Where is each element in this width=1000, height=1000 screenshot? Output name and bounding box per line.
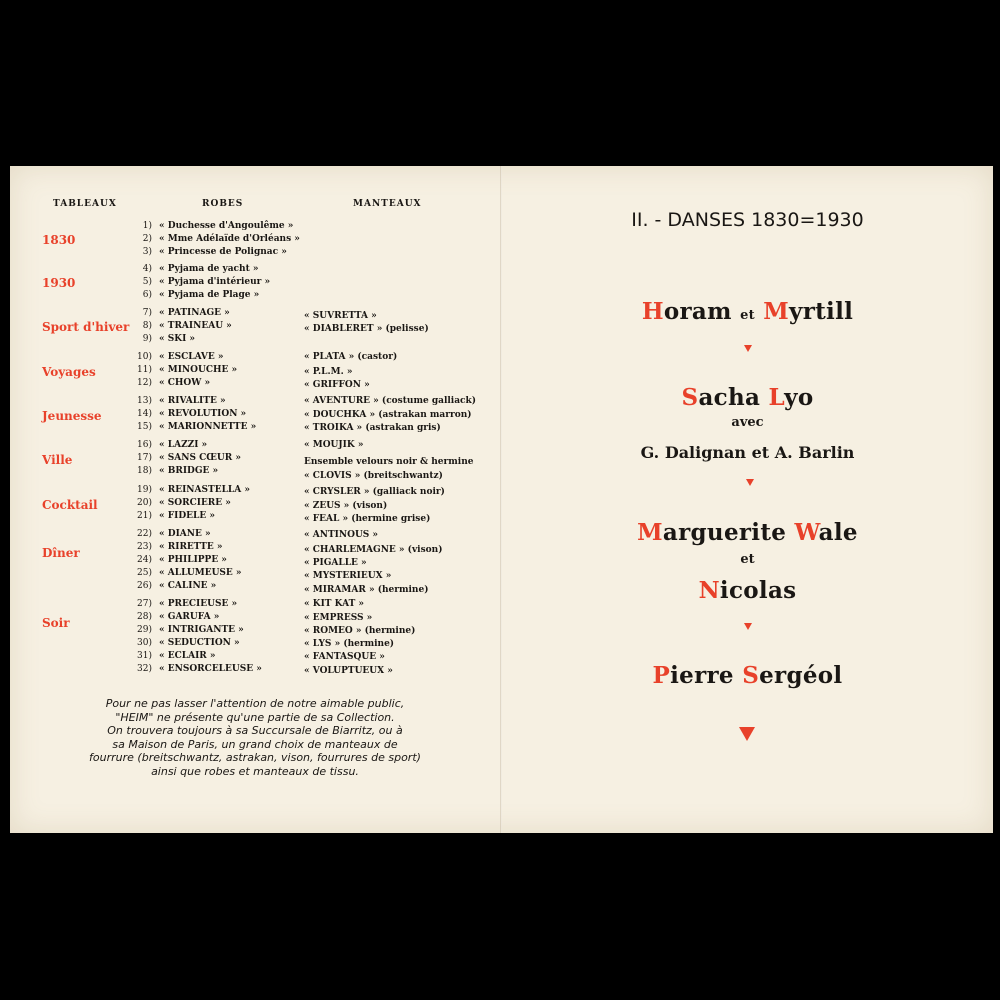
- manteau-item: « GRIFFON »: [304, 380, 370, 390]
- manteau-item: « VOLUPTUEUX »: [304, 666, 393, 676]
- note-line: ainsi que robes et manteaux de tissu.: [151, 764, 359, 778]
- name-part: yrtill: [789, 298, 854, 325]
- triangle-separator-large: [739, 727, 755, 741]
- manteau-item: « EMPRESS »: [304, 613, 373, 623]
- header-manteaux: MANTEAUX: [353, 199, 422, 209]
- robe-number: 14): [137, 409, 152, 419]
- robe-number: 15): [137, 422, 152, 432]
- robe-number: 22): [137, 529, 152, 539]
- manteau-item: « CLOVIS » (breitschwantz): [304, 471, 443, 481]
- robe-number: 4): [142, 264, 152, 274]
- robe-name: « RIRETTE »: [159, 542, 223, 552]
- robe-number: 27): [137, 599, 152, 609]
- category-soir: Soir: [42, 616, 70, 630]
- performer-sacha-lyo: [502, 384, 993, 411]
- robe-name: « MARIONNETTE »: [159, 422, 257, 432]
- manteau-item: « KIT KAT »: [304, 599, 365, 609]
- robe-name: « MINOUCHE »: [159, 365, 238, 375]
- robe-number: 9): [142, 334, 152, 344]
- robe-name: « Princesse de Polignac »: [159, 247, 287, 257]
- manteau-item: « PLATA » (castor): [304, 352, 398, 362]
- initial: H: [641, 298, 664, 325]
- initial: M: [763, 298, 790, 325]
- name-part: oram: [663, 298, 732, 325]
- robe-number: 10): [137, 352, 152, 362]
- header-robes: ROBES: [202, 199, 244, 209]
- robe-number: 5): [142, 277, 152, 287]
- robe-name: « SANS CŒUR »: [159, 453, 241, 463]
- performer-horam-myrtill: [502, 298, 993, 325]
- robe-number: 12): [137, 378, 152, 388]
- robe-name: « Duchesse d'Angoulême »: [159, 221, 294, 231]
- initial: P: [652, 662, 671, 689]
- collection-note: [82, 697, 428, 778]
- manteau-item: « P.L.M. »: [304, 367, 353, 377]
- manteau-item: « PIGALLE »: [304, 558, 367, 568]
- name-part: ale: [818, 519, 858, 546]
- initial: L: [768, 384, 785, 411]
- name-part: ergéol: [759, 662, 843, 689]
- category-jeunesse: Jeunesse: [42, 409, 102, 423]
- manteau-item: « FANTASQUE »: [304, 652, 385, 662]
- robe-number: 24): [137, 555, 152, 565]
- manteau-item: « ANTINOUS »: [304, 530, 379, 540]
- robe-name: « CHOW »: [159, 378, 211, 388]
- robe-name: « CALINE »: [159, 581, 217, 591]
- note-line: fourrure (breitschwantz, astrakan, vison, fourrures de sport): [89, 751, 421, 764]
- category-1830: 1830: [42, 233, 76, 247]
- manteau-item: « DOUCHKA » (astrakan marron): [304, 410, 472, 420]
- manteau-item: « ZEUS » (vison): [304, 501, 388, 511]
- robe-number: 30): [137, 638, 152, 648]
- robe-number: 25): [137, 568, 152, 578]
- robe-number: 2): [142, 234, 152, 244]
- avec-label: avec: [731, 415, 764, 430]
- category-voyages: Voyages: [42, 365, 96, 379]
- robe-name: « GARUFA »: [159, 612, 220, 622]
- manteau-item: « CRYSLER » (galliack noir): [304, 487, 445, 497]
- robe-name: « PATINAGE »: [159, 308, 230, 318]
- robe-name: « ECLAIR »: [159, 651, 216, 661]
- robe-name: « Pyjama de Plage »: [159, 290, 260, 300]
- robe-name: « INTRIGANTE »: [159, 625, 244, 635]
- initial: S: [742, 662, 760, 689]
- initial: S: [681, 384, 699, 411]
- robe-name: « SKI »: [159, 334, 196, 344]
- robe-number: 26): [137, 581, 152, 591]
- name-part: yo: [784, 384, 814, 411]
- robe-number: 16): [137, 440, 152, 450]
- triangle-separator: [744, 345, 752, 352]
- name-part: acha: [698, 384, 761, 411]
- performer-marguerite-wale: [502, 519, 993, 546]
- et-label: et: [740, 552, 755, 567]
- program-title: II. - DANSES 1830=1930: [631, 209, 864, 231]
- manteau-item: « MIRAMAR » (hermine): [304, 585, 429, 595]
- robe-number: 7): [142, 308, 152, 318]
- robe-number: 11): [137, 365, 152, 375]
- performer-dalignan-barlin: G. Dalignan et A. Barlin: [640, 443, 855, 462]
- robe-number: 18): [137, 466, 152, 476]
- category-cocktail: Cocktail: [42, 498, 98, 512]
- manteau-item: « SUVRETTA »: [304, 311, 377, 321]
- robe-number: 23): [137, 542, 152, 552]
- robe-number: 28): [137, 612, 152, 622]
- name-part: icolas: [719, 577, 797, 604]
- robe-name: « SEDUCTION »: [159, 638, 240, 648]
- robe-name: « RIVALITE »: [159, 396, 226, 406]
- robe-name: « PHILIPPE »: [159, 555, 227, 565]
- category-ville: Ville: [42, 453, 73, 467]
- name-part: arguerite: [662, 519, 787, 546]
- robe-number: 3): [142, 247, 152, 257]
- category-sport-hiver: Sport d'hiver: [42, 320, 130, 334]
- category-diner: Dîner: [42, 546, 80, 560]
- manteau-item: « ROMEO » (hermine): [304, 626, 416, 636]
- manteau-item: « DIABLERET » (pelisse): [304, 324, 429, 334]
- manteau-item: « FEAL » (hermine grise): [304, 514, 431, 524]
- robe-name: « ENSORCELEUSE »: [159, 664, 262, 674]
- robe-number: 21): [137, 511, 152, 521]
- robe-number: 19): [137, 485, 152, 495]
- robe-name: « ALLUMEUSE »: [159, 568, 242, 578]
- robe-number: 29): [137, 625, 152, 635]
- manteau-item: « CHARLEMAGNE » (vison): [304, 545, 443, 555]
- manteau-item: « MOUJIK »: [304, 440, 364, 450]
- robe-number: 32): [137, 664, 152, 674]
- note-line: sa Maison de Paris, un grand choix de manteaux de: [112, 737, 398, 751]
- manteau-item: « MYSTERIEUX »: [304, 571, 392, 581]
- robe-name: « Mme Adélaïde d'Orléans »: [159, 234, 300, 244]
- note-line: "HEIM" ne présente qu'une partie de sa Collection.: [115, 710, 395, 724]
- robe-number: 8): [142, 321, 152, 331]
- robe-number: 31): [137, 651, 152, 661]
- robe-number: 20): [137, 498, 152, 508]
- conjunction: et: [740, 308, 755, 323]
- performer-nicolas: [502, 577, 993, 604]
- initial: M: [637, 519, 663, 546]
- robe-name: « BRIDGE »: [159, 466, 219, 476]
- robe-name: « Pyjama de yacht »: [159, 264, 259, 274]
- initial: W: [794, 519, 819, 546]
- page-fold: [500, 166, 502, 833]
- robe-name: « REVOLUTION »: [159, 409, 247, 419]
- note-line: Pour ne pas lasser l'attention de notre aimable public,: [105, 697, 405, 710]
- initial: N: [698, 577, 720, 604]
- robe-name: « TRAINEAU »: [159, 321, 232, 331]
- triangle-separator: [746, 479, 754, 486]
- triangle-separator: [744, 623, 752, 630]
- robe-name: « DIANE »: [159, 529, 211, 539]
- robe-number: 1): [142, 221, 152, 231]
- robe-number: 6): [142, 290, 152, 300]
- manteau-item: « TROIKA » (astrakan gris): [304, 423, 441, 433]
- robe-name: « FIDELE »: [159, 511, 215, 521]
- manteau-item: « LYS » (hermine): [304, 639, 395, 649]
- manteau-item: « AVENTURE » (costume galliack): [304, 396, 477, 406]
- name-part: ierre: [670, 662, 734, 689]
- manteau-item: Ensemble velours noir & hermine: [304, 457, 474, 467]
- robe-number: 17): [137, 453, 152, 463]
- robe-name: « REINASTELLA »: [159, 485, 250, 495]
- robe-name: « SORCIERE »: [159, 498, 231, 508]
- robe-name: « PRECIEUSE »: [159, 599, 238, 609]
- robe-name: « Pyjama d'intérieur »: [159, 277, 271, 287]
- robe-number: 13): [137, 396, 152, 406]
- category-1930: 1930: [42, 276, 76, 290]
- header-tableaux: TABLEAUX: [53, 199, 117, 209]
- note-line: On trouvera toujours à sa Succursale de Biarritz, ou à: [107, 724, 403, 737]
- robe-name: « ESCLAVE »: [159, 352, 224, 362]
- robe-name: « LAZZI »: [159, 440, 208, 450]
- performer-pierre-sergeol: [502, 662, 993, 689]
